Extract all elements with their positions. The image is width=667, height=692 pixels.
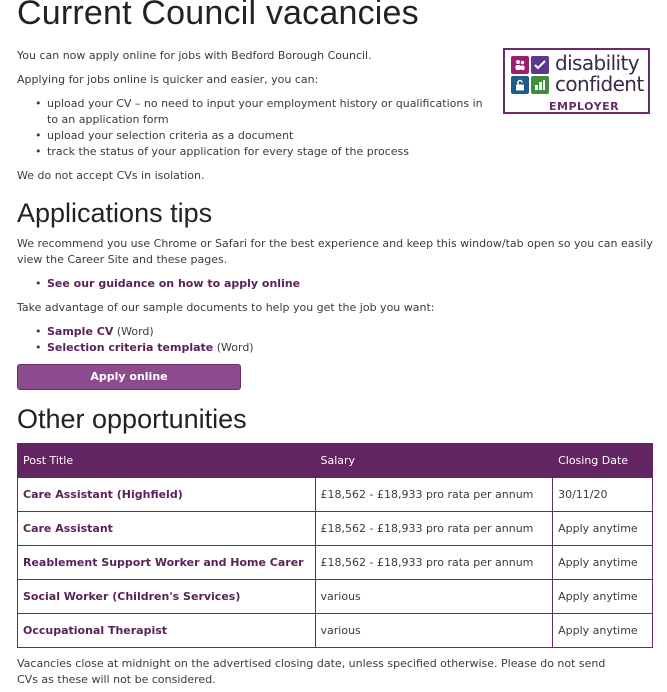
- growth-icon: [531, 76, 549, 94]
- salary-cell: £18,562 - £18,933 pro rata per annum: [315, 478, 553, 512]
- list-item: [17, 324, 517, 340]
- check-icon: [531, 56, 549, 74]
- salary-cell: £18,562 - £18,933 pro rata per annum: [315, 512, 553, 546]
- table-row: [18, 512, 653, 546]
- doc-format: (Word): [116, 325, 154, 338]
- apply-online-button[interactable]: Apply online: [17, 364, 241, 390]
- people-icon: [511, 56, 529, 74]
- footer-note: Vacancies close at midnight on the advertised closing date, unless specified otherwise. Please do not send CVs as these will not be considered.: [17, 657, 606, 686]
- disability-confident-logo: [503, 48, 650, 114]
- closing-date-cell: Apply anytime: [553, 614, 653, 648]
- table-row: [18, 546, 653, 580]
- list-item: • track the status of your application for every stage of the process: [17, 144, 495, 160]
- salary-cell: £18,562 - £18,933 pro rata per annum: [315, 546, 553, 580]
- closing-date-cell: Apply anytime: [553, 580, 653, 614]
- salary-cell: various: [315, 580, 553, 614]
- table-header-row: [18, 444, 653, 478]
- opportunities-heading: Other opportunities: [17, 404, 247, 434]
- table-row: [18, 478, 653, 512]
- docs-list: [17, 324, 517, 356]
- list-item: • upload your CV – no need to input your employment history or qualifications in to an application form: [17, 96, 495, 128]
- tips-heading: Applications tips: [17, 198, 213, 228]
- post-title-link[interactable]: Social Worker (Children's Services): [18, 580, 316, 614]
- logo-word-disability: disability: [555, 51, 639, 75]
- salary-cell: various: [315, 614, 553, 648]
- logo-tiles: [511, 56, 551, 96]
- sample-cv-link[interactable]: Sample CV: [47, 325, 114, 338]
- doc-format: (Word): [216, 341, 254, 354]
- recommend-text: We recommend you use Chrome or Safari for the best experience and keep this window/tab open so you can easily view the Career Site and these pages.: [17, 237, 653, 266]
- table-row: [18, 580, 653, 614]
- list-item: • upload your selection criteria as a document: [17, 128, 495, 144]
- unlock-icon: [511, 76, 529, 94]
- post-title-link[interactable]: Reablement Support Worker and Home Carer: [18, 546, 316, 580]
- logo-word-employer: EMPLOYER: [549, 100, 620, 113]
- guidance-link[interactable]: See our guidance on how to apply online: [47, 277, 301, 290]
- column-header: Post Title: [18, 444, 316, 478]
- closing-date-cell: Apply anytime: [553, 512, 653, 546]
- post-title-link[interactable]: Occupational Therapist: [18, 614, 316, 648]
- table-row: [18, 614, 653, 648]
- selection-criteria-link[interactable]: Selection criteria template: [47, 341, 214, 354]
- benefits-list: [17, 96, 495, 160]
- vacancies-table: [17, 443, 653, 648]
- post-title-link[interactable]: Care Assistant: [18, 512, 316, 546]
- list-item: [17, 276, 517, 292]
- post-title-link[interactable]: Care Assistant (Highfield): [18, 478, 316, 512]
- closing-date-cell: 30/11/20: [553, 478, 653, 512]
- list-item: [17, 340, 517, 356]
- page-title: Current Council vacancies: [17, 0, 419, 32]
- intro-text: You can now apply online for jobs with Bedford Borough Council.: [17, 49, 372, 62]
- column-header: Closing Date: [553, 444, 653, 478]
- guidance-list: [17, 276, 517, 292]
- take-advantage-text: Take advantage of our sample documents to help you get the job you want:: [17, 301, 435, 314]
- closing-date-cell: Apply anytime: [553, 546, 653, 580]
- applying-text: Applying for jobs online is quicker and easier, you can:: [17, 73, 319, 86]
- logo-word-confident: confident: [555, 72, 644, 96]
- no-cvs-text: We do not accept CVs in isolation.: [17, 169, 205, 182]
- column-header: Salary: [315, 444, 553, 478]
